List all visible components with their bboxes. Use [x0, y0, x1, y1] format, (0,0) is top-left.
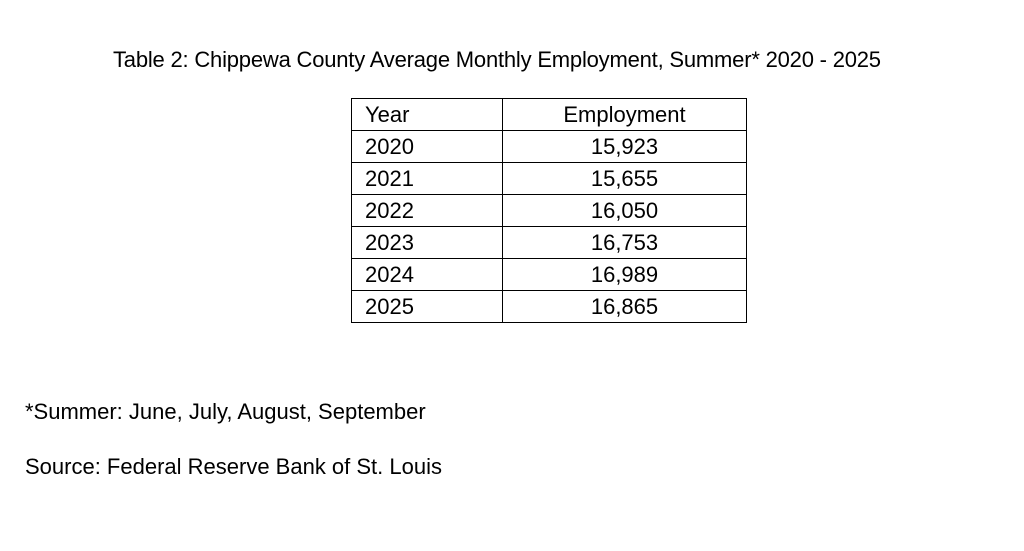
employment-cell: 16,050 [503, 195, 747, 227]
header-employment: Employment [503, 99, 747, 131]
table-row [352, 163, 747, 195]
source-note: Source: Federal Reserve Bank of St. Louis [25, 454, 442, 479]
table-row [352, 131, 747, 163]
year-cell: 2025 [352, 291, 503, 323]
year-cell: 2022 [352, 195, 503, 227]
table-row [352, 227, 747, 259]
employment-cell: 15,655 [503, 163, 747, 195]
table-title: Table 2: Chippewa County Average Monthly Employment, Summer* 2020 - 2025 [113, 47, 881, 72]
footnote: *Summer: June, July, August, September [25, 399, 426, 424]
employment-cell: 15,923 [503, 131, 747, 163]
year-cell: 2024 [352, 259, 503, 291]
header-year: Year [352, 99, 503, 131]
table-row [352, 291, 747, 323]
year-cell: 2021 [352, 163, 503, 195]
employment-cell: 16,989 [503, 259, 747, 291]
employment-cell: 16,865 [503, 291, 747, 323]
employment-cell: 16,753 [503, 227, 747, 259]
year-cell: 2023 [352, 227, 503, 259]
table-row [352, 259, 747, 291]
table-row [352, 195, 747, 227]
table-header-row [352, 99, 747, 131]
year-cell: 2020 [352, 131, 503, 163]
employment-table [351, 98, 747, 323]
